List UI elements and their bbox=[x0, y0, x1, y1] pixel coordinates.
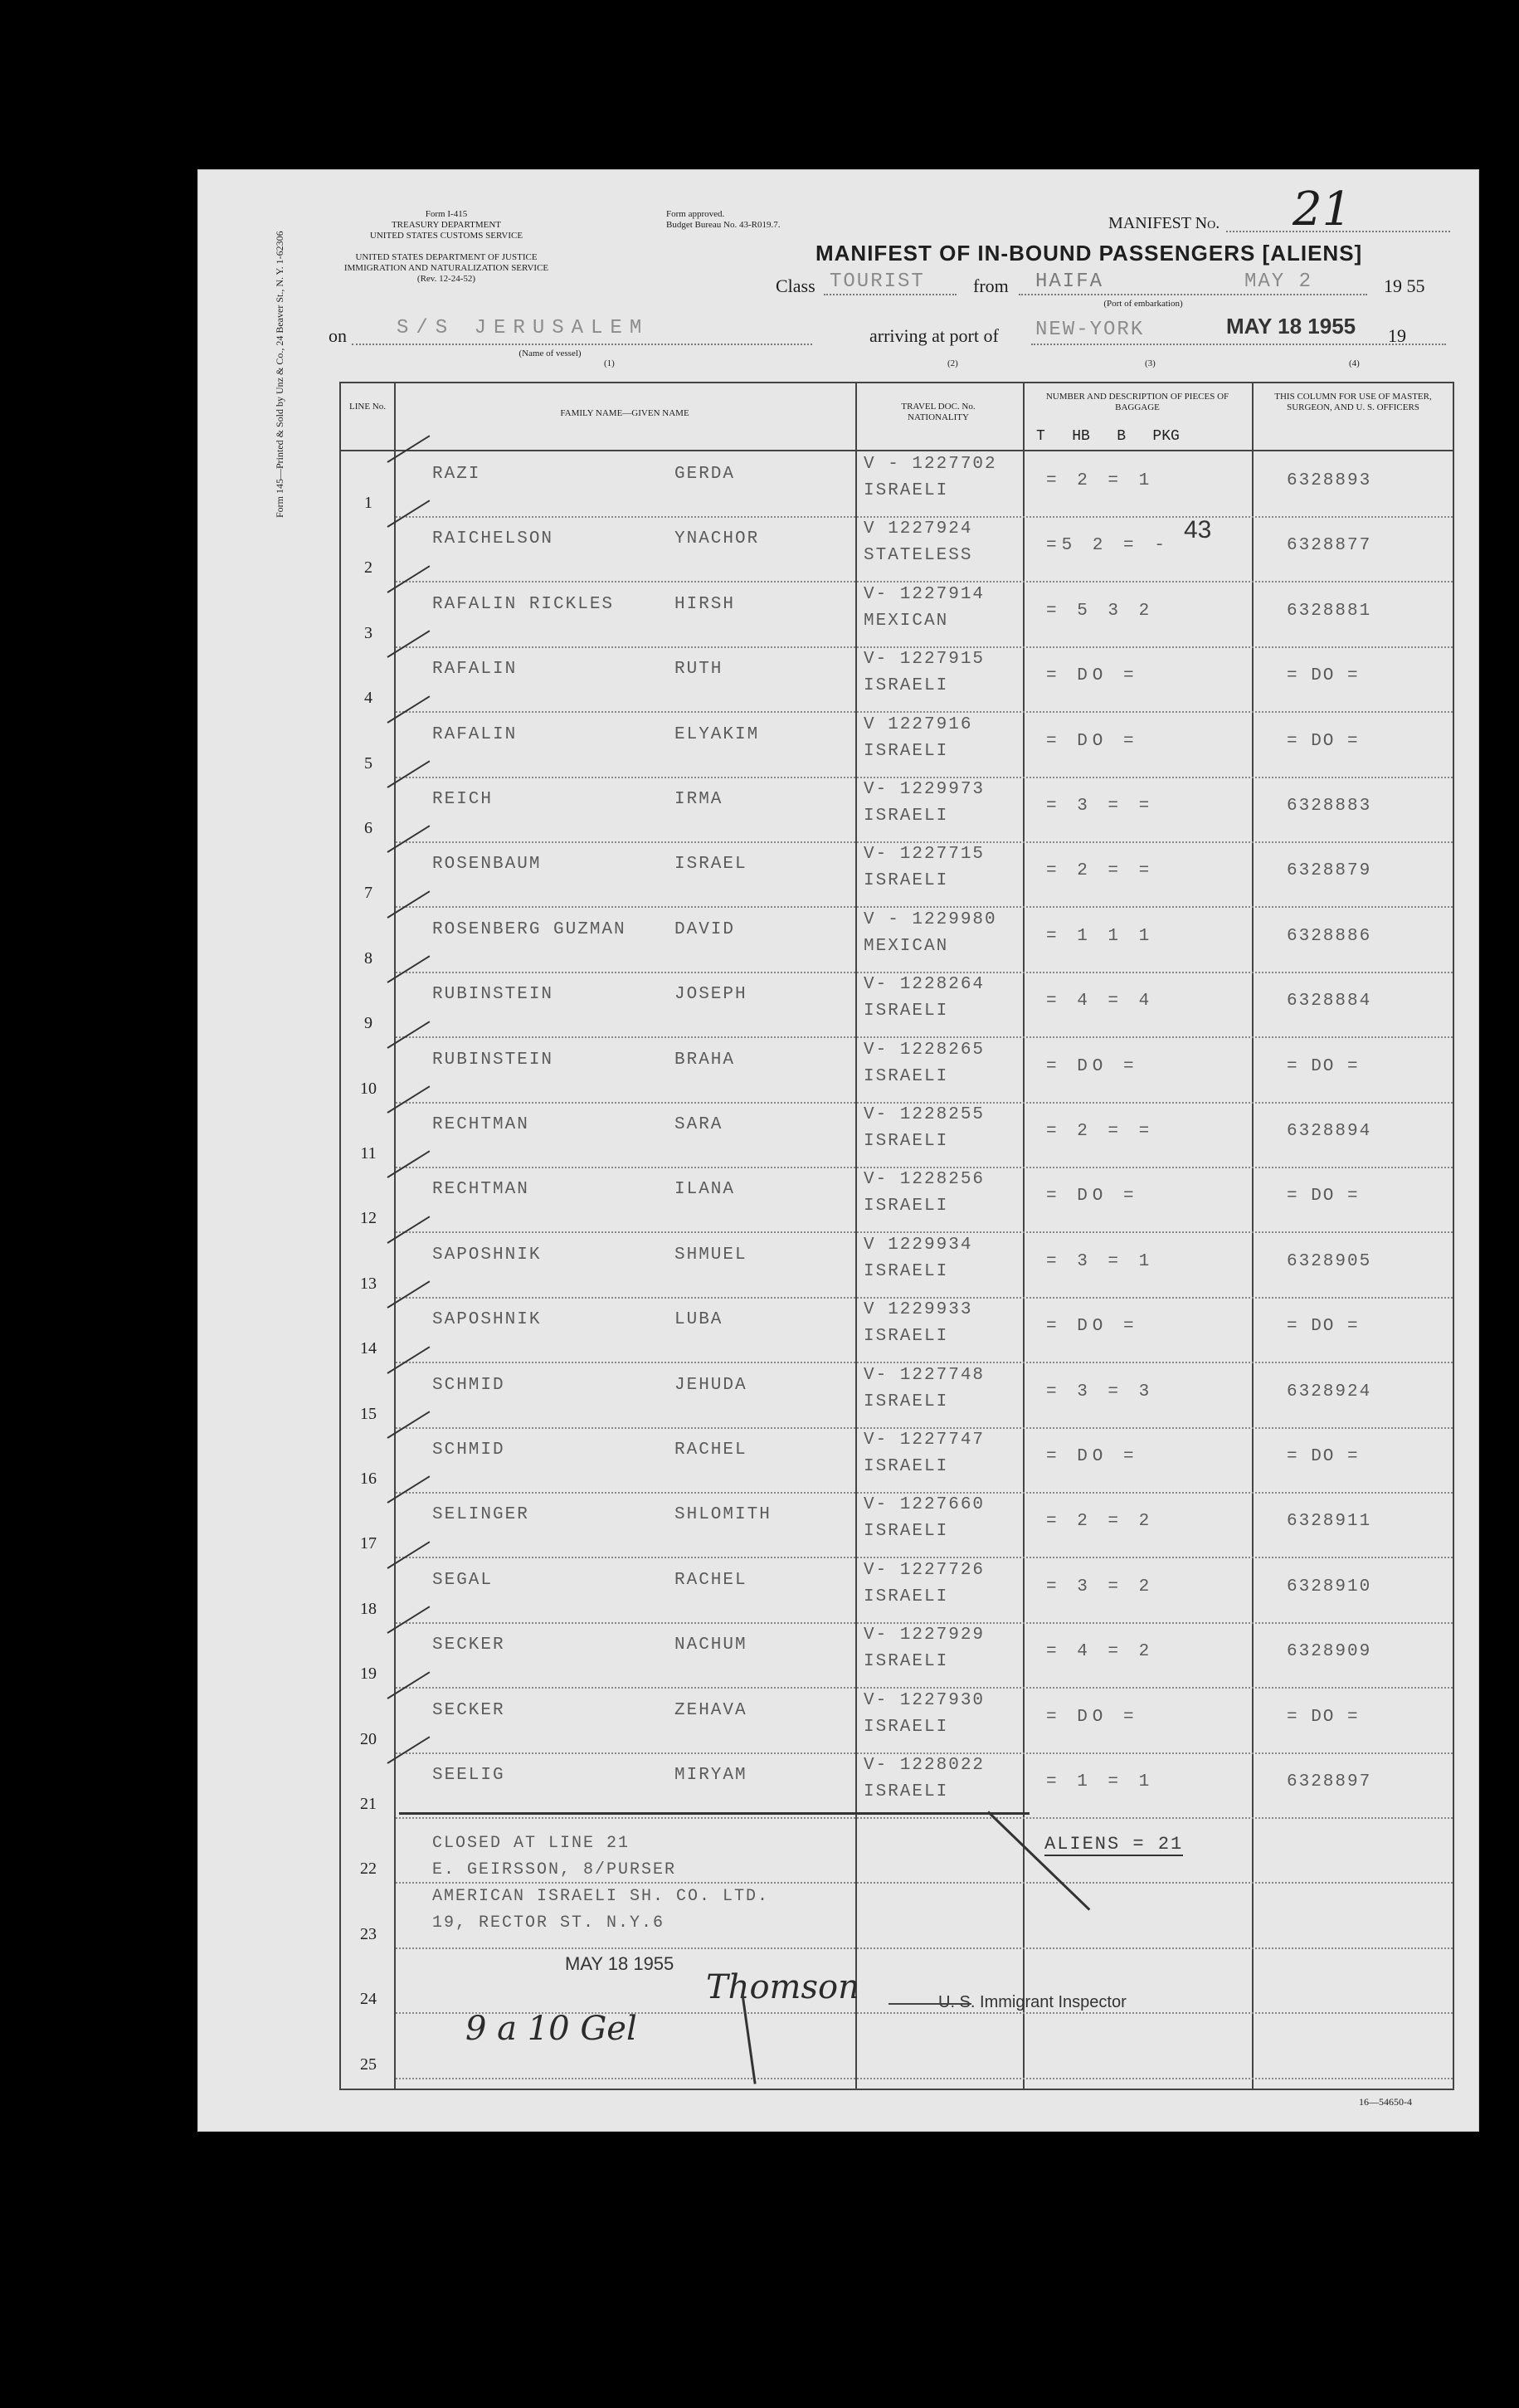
manifest-title: MANIFEST OF IN-BOUND PASSENGERS [ALIENS] bbox=[815, 241, 1363, 266]
family-name: SCHMID bbox=[432, 1440, 505, 1460]
officer-number: 6328879 bbox=[1287, 861, 1372, 881]
given-name: DAVID bbox=[674, 919, 736, 939]
col-index-1: (1) bbox=[604, 358, 615, 368]
nationality: ISRAELI bbox=[864, 1132, 949, 1151]
officer-number: = DO = bbox=[1287, 1447, 1360, 1466]
table-row bbox=[341, 1429, 1453, 1494]
baggage: = 2 = 2 bbox=[1046, 1512, 1155, 1532]
passenger-table bbox=[339, 382, 1454, 2090]
given-name: ZEHAVA bbox=[674, 1700, 747, 1720]
travel-doc-number: V 1229933 bbox=[864, 1300, 973, 1320]
baggage: = DO = bbox=[1046, 1707, 1139, 1727]
baggage: = DO = bbox=[1046, 1187, 1139, 1206]
nationality: ISRAELI bbox=[864, 1392, 949, 1411]
line-number: 7 bbox=[364, 884, 372, 903]
baggage: = DO = bbox=[1046, 731, 1139, 751]
travel-doc-number: V 1227916 bbox=[864, 714, 973, 734]
travel-doc-number: V- 1228265 bbox=[864, 1040, 986, 1060]
nationality: ISRAELI bbox=[864, 1261, 949, 1281]
baggage: = 2 = 1 bbox=[1046, 471, 1155, 490]
nationality: ISRAELI bbox=[864, 1717, 949, 1737]
inspection-date-stamp: MAY 18 1955 bbox=[565, 1953, 674, 1974]
nationality: ISRAELI bbox=[864, 481, 949, 500]
nationality: STATELESS bbox=[864, 546, 973, 566]
arrival-date-stamp: MAY 18 1955 bbox=[1226, 314, 1356, 339]
col-index-4: (4) bbox=[1349, 358, 1360, 368]
line-number: 2 bbox=[364, 558, 372, 578]
revision: (Rev. 12-24-52) bbox=[416, 274, 476, 284]
table-row bbox=[341, 1624, 1453, 1689]
line-number: 19 bbox=[360, 1665, 377, 1684]
travel-doc-number: V- 1227915 bbox=[864, 650, 986, 670]
table-row bbox=[341, 1168, 1453, 1233]
baggage: = 3 = = bbox=[1046, 797, 1155, 816]
given-name: RACHEL bbox=[674, 1570, 747, 1590]
table-row bbox=[341, 1234, 1453, 1299]
line-number: 22 bbox=[360, 1860, 377, 1879]
table-row bbox=[341, 518, 1453, 583]
line-number: 24 bbox=[360, 1990, 377, 2009]
class-line bbox=[824, 294, 957, 295]
line-number: 3 bbox=[364, 623, 372, 642]
baggage: = DO = bbox=[1046, 666, 1139, 686]
family-name: RECHTMAN bbox=[432, 1115, 529, 1134]
nationality: ISRAELI bbox=[864, 676, 949, 696]
line-number: 6 bbox=[364, 819, 372, 837]
travel-doc-number: V- 1229973 bbox=[864, 780, 986, 799]
table-row bbox=[341, 648, 1453, 713]
family-name: SCHMID bbox=[432, 1375, 505, 1395]
line-number: 15 bbox=[360, 1404, 377, 1423]
port-embarkation-note: (Port of embarkation) bbox=[1103, 299, 1183, 309]
line-number: 4 bbox=[364, 689, 372, 708]
manifest-no-value: 21 bbox=[1293, 183, 1352, 236]
arrival-port: NEW-YORK bbox=[1035, 319, 1145, 341]
given-name: ELYAKIM bbox=[674, 724, 760, 744]
family-name: SEGAL bbox=[432, 1570, 494, 1590]
officer-number: = DO = bbox=[1287, 1707, 1360, 1727]
given-name: IRMA bbox=[674, 790, 723, 809]
nationality: ISRAELI bbox=[864, 741, 949, 761]
family-name: ROSENBERG GUZMAN bbox=[432, 919, 626, 939]
line-number: 8 bbox=[364, 948, 372, 968]
baggage: = 2 = = bbox=[1046, 861, 1155, 881]
family-name: SAPOSHNIK bbox=[432, 1310, 542, 1330]
arrival-year: 19 bbox=[1388, 325, 1406, 346]
line-number: 14 bbox=[360, 1339, 377, 1358]
officer-number: 6328886 bbox=[1287, 926, 1372, 946]
officer-number: 6328894 bbox=[1287, 1122, 1372, 1141]
vessel-name: S/S JERUSALEM bbox=[397, 317, 650, 339]
travel-doc-number: V- 1228256 bbox=[864, 1170, 986, 1190]
travel-doc-number: V- 1227748 bbox=[864, 1365, 986, 1385]
officer-number: 6328897 bbox=[1287, 1772, 1372, 1791]
class-label: Class bbox=[776, 275, 815, 296]
table-row bbox=[341, 1299, 1453, 1363]
budget-bureau: Budget Bureau No. 43-R019.7. bbox=[666, 220, 781, 230]
given-name: SARA bbox=[674, 1115, 723, 1134]
given-name: ILANA bbox=[674, 1180, 736, 1200]
travel-doc-number: V- 1228022 bbox=[864, 1756, 986, 1775]
nationality: ISRAELI bbox=[864, 1457, 949, 1476]
closed-line-1: CLOSED AT LINE 21 bbox=[432, 1834, 630, 1853]
arriving-label: arriving at port of bbox=[869, 325, 999, 346]
given-name: SHLOMITH bbox=[674, 1505, 772, 1525]
form-agency-block bbox=[322, 209, 571, 241]
officer-number: 6328910 bbox=[1287, 1577, 1372, 1596]
given-name: HIRSH bbox=[674, 594, 736, 614]
nationality: MEXICAN bbox=[864, 936, 949, 956]
col-family-name: FAMILY NAME—GIVEN NAME bbox=[560, 408, 689, 418]
travel-doc-number: V 1227924 bbox=[864, 519, 973, 539]
travel-doc-number: V- 1228264 bbox=[864, 975, 986, 995]
table-row bbox=[341, 714, 1453, 778]
closed-line-3: AMERICAN ISRAELI SH. CO. LTD. bbox=[432, 1887, 770, 1906]
nationality: ISRAELI bbox=[864, 871, 949, 891]
officer-number: 6328883 bbox=[1287, 797, 1372, 816]
family-name: SECKER bbox=[432, 1700, 505, 1720]
officer-number: 6328909 bbox=[1287, 1642, 1372, 1662]
col-baggage: NUMBER AND DESCRIPTION OF PIECES OF BAGGAGE bbox=[1045, 392, 1229, 412]
inspector-label: U. S. Immigrant Inspector bbox=[938, 1993, 1127, 2011]
line-number: 16 bbox=[360, 1470, 377, 1488]
from-label: from bbox=[973, 275, 1009, 296]
on-label: on bbox=[329, 325, 347, 346]
officer-number: = DO = bbox=[1287, 1187, 1360, 1206]
manifest-no-label: MANIFEST No. bbox=[1108, 214, 1220, 232]
family-name: SECKER bbox=[432, 1635, 505, 1655]
travel-doc-number: V- 1227715 bbox=[864, 845, 986, 865]
family-name: RECHTMAN bbox=[432, 1180, 529, 1200]
table-row bbox=[341, 1104, 1453, 1168]
family-name: RUBINSTEIN bbox=[432, 1050, 554, 1070]
baggage: = 3 = 2 bbox=[1046, 1577, 1155, 1596]
line-number: 17 bbox=[360, 1534, 377, 1553]
family-name: RAZI bbox=[432, 465, 481, 484]
closed-line-2: E. GEIRSSON, 8/PURSER bbox=[432, 1860, 677, 1879]
table-row bbox=[341, 583, 1453, 648]
closing-rule bbox=[399, 1812, 1030, 1815]
customs-name: UNITED STATES CUSTOMS SERVICE bbox=[369, 231, 523, 241]
officer-number: = DO = bbox=[1287, 731, 1360, 751]
table-row bbox=[341, 1689, 1453, 1754]
ins-name: IMMIGRATION AND NATURALIZATION SERVICE bbox=[343, 263, 549, 273]
family-name: SEELIG bbox=[432, 1766, 505, 1785]
nationality: ISRAELI bbox=[864, 1066, 949, 1086]
given-name: RACHEL bbox=[674, 1440, 747, 1460]
travel-doc-number: V- 1227929 bbox=[864, 1626, 986, 1645]
line-number: 11 bbox=[360, 1144, 377, 1163]
line-number: 12 bbox=[360, 1209, 377, 1228]
nationality: ISRAELI bbox=[864, 1197, 949, 1216]
form-approved: Form approved. bbox=[666, 209, 725, 219]
line-number: 21 bbox=[360, 1795, 377, 1813]
table-row bbox=[341, 973, 1453, 1038]
family-name: SAPOSHNIK bbox=[432, 1245, 542, 1265]
baggage: = DO = bbox=[1046, 1056, 1139, 1076]
table-row bbox=[341, 1559, 1453, 1624]
given-name: MIRYAM bbox=[674, 1766, 747, 1785]
table-row bbox=[341, 1754, 1453, 1819]
given-name: GERDA bbox=[674, 465, 736, 484]
line-number: 5 bbox=[364, 753, 372, 773]
given-name: NACHUM bbox=[674, 1635, 747, 1655]
travel-doc-number: V - 1227702 bbox=[864, 455, 997, 474]
from-date: MAY 2 bbox=[1244, 271, 1313, 293]
from-value: HAIFA bbox=[1035, 271, 1104, 293]
line-number: 20 bbox=[360, 1729, 377, 1748]
baggage: = DO = bbox=[1046, 1447, 1139, 1466]
from-year: 19 55 bbox=[1384, 275, 1425, 296]
manifest-sheet bbox=[197, 169, 1479, 2132]
row2-note: 43 bbox=[1184, 516, 1212, 544]
nationality: ISRAELI bbox=[864, 807, 949, 826]
col-index-3: (3) bbox=[1145, 358, 1156, 368]
vessel-line bbox=[352, 344, 812, 345]
travel-doc-number: V- 1227747 bbox=[864, 1431, 986, 1450]
given-name: RUTH bbox=[674, 660, 723, 680]
vessel-note: (Name of vessel) bbox=[519, 349, 582, 358]
officer-number: 6328911 bbox=[1287, 1512, 1372, 1532]
line-number: 25 bbox=[360, 2055, 377, 2074]
printer-imprint: Form 145—Printed & Sold by Unz & Co., 24 Beaver St., N. Y. 1-62306 bbox=[274, 231, 285, 518]
officer-number: 6328905 bbox=[1287, 1251, 1372, 1271]
table-row bbox=[341, 1039, 1453, 1104]
table-row bbox=[341, 843, 1453, 908]
baggage: =5 2 = - bbox=[1046, 536, 1170, 556]
officer-number: = DO = bbox=[1287, 666, 1360, 686]
nationality: ISRAELI bbox=[864, 1782, 949, 1801]
col-travel-doc: TRAVEL DOC. No. NATIONALITY bbox=[901, 402, 976, 422]
line-number: 23 bbox=[360, 1924, 377, 1943]
nationality: ISRAELI bbox=[864, 1652, 949, 1672]
travel-doc-number: V- 1227914 bbox=[864, 584, 986, 604]
nationality: ISRAELI bbox=[864, 1327, 949, 1347]
officer-number: 6328924 bbox=[1287, 1382, 1372, 1401]
line-number: 13 bbox=[360, 1274, 377, 1293]
justice-name: UNITED STATES DEPARTMENT OF JUSTICE bbox=[355, 252, 538, 262]
travel-doc-number: V 1229934 bbox=[864, 1235, 973, 1255]
given-name: JEHUDA bbox=[674, 1375, 747, 1395]
family-name: RUBINSTEIN bbox=[432, 985, 554, 1005]
given-name: BRAHA bbox=[674, 1050, 736, 1070]
table-row bbox=[341, 1364, 1453, 1429]
baggage: = DO = bbox=[1046, 1317, 1139, 1337]
table-row bbox=[341, 453, 1453, 518]
baggage: = 1 1 1 bbox=[1046, 926, 1155, 946]
family-name: SELINGER bbox=[432, 1505, 529, 1525]
nationality: ISRAELI bbox=[864, 1522, 949, 1542]
travel-doc-number: V - 1229980 bbox=[864, 909, 997, 929]
baggage: = 4 = 2 bbox=[1046, 1642, 1155, 1662]
class-value: TOURIST bbox=[830, 271, 925, 293]
table-row bbox=[341, 909, 1453, 973]
family-name: RAFALIN bbox=[432, 660, 518, 680]
from-line bbox=[1019, 294, 1367, 295]
line-number: 1 bbox=[364, 494, 372, 512]
officer-number: 6328881 bbox=[1287, 601, 1372, 621]
baggage: = 5 3 2 bbox=[1046, 601, 1155, 621]
dept-name: TREASURY DEPARTMENT bbox=[391, 220, 502, 230]
nationality: ISRAELI bbox=[864, 1587, 949, 1606]
closed-line-4: 19, RECTOR ST. N.Y.6 bbox=[432, 1913, 665, 1933]
col-index-2: (2) bbox=[947, 358, 958, 368]
justice-block bbox=[322, 252, 571, 285]
table-row bbox=[341, 778, 1453, 843]
officer-number: 6328884 bbox=[1287, 992, 1372, 1011]
family-name: RAFALIN bbox=[432, 724, 518, 744]
given-name: ISRAEL bbox=[674, 855, 747, 875]
baggage: = 1 = 1 bbox=[1046, 1772, 1155, 1791]
line-number: 9 bbox=[364, 1014, 372, 1033]
officer-number: 6328893 bbox=[1287, 471, 1372, 490]
travel-doc-number: V- 1227726 bbox=[864, 1560, 986, 1580]
baggage: = 4 = 4 bbox=[1046, 992, 1155, 1011]
given-name: JOSEPH bbox=[674, 985, 747, 1005]
travel-doc-number: V- 1227660 bbox=[864, 1495, 986, 1515]
officer-number: = DO = bbox=[1287, 1056, 1360, 1076]
given-name: LUBA bbox=[674, 1310, 723, 1330]
officer-number: = DO = bbox=[1287, 1317, 1360, 1337]
aliens-total: ALIENS = 21 bbox=[1044, 1834, 1184, 1855]
col-officers: THIS COLUMN FOR USE OF MASTER, SURGEON, AND U. S. OFFICERS bbox=[1274, 392, 1432, 412]
table-row bbox=[341, 1494, 1453, 1558]
given-name: SHMUEL bbox=[674, 1245, 747, 1265]
line-number: 18 bbox=[360, 1599, 377, 1618]
family-name: RAICHELSON bbox=[432, 529, 554, 549]
footer-code: 16—54650-4 bbox=[1359, 2096, 1412, 2108]
inspector-underline bbox=[889, 2003, 971, 2005]
handwritten-note: 9 a 10 Gel bbox=[465, 2010, 637, 2048]
baggage: = 3 = 1 bbox=[1046, 1251, 1155, 1271]
family-name: RAFALIN RICKLES bbox=[432, 594, 615, 614]
baggage: = 2 = = bbox=[1046, 1122, 1155, 1141]
travel-doc-number: V- 1228255 bbox=[864, 1105, 986, 1124]
col-baggage-sub: T HB B PKG bbox=[1036, 428, 1180, 445]
arrival-line bbox=[1031, 344, 1446, 345]
family-name: REICH bbox=[432, 790, 494, 809]
baggage: = 3 = 3 bbox=[1046, 1382, 1155, 1401]
inspector-signature: Thomson bbox=[706, 1968, 859, 2006]
nationality: MEXICAN bbox=[864, 611, 949, 631]
col-line-no: LINE No. bbox=[349, 402, 386, 412]
form-number: Form I-415 bbox=[425, 209, 468, 219]
travel-doc-number: V- 1227930 bbox=[864, 1690, 986, 1710]
line-number: 10 bbox=[360, 1079, 377, 1098]
approval-block bbox=[666, 209, 865, 231]
nationality: ISRAELI bbox=[864, 1002, 949, 1021]
family-name: ROSENBAUM bbox=[432, 855, 542, 875]
given-name: YNACHOR bbox=[674, 529, 760, 549]
officer-number: 6328877 bbox=[1287, 536, 1372, 556]
